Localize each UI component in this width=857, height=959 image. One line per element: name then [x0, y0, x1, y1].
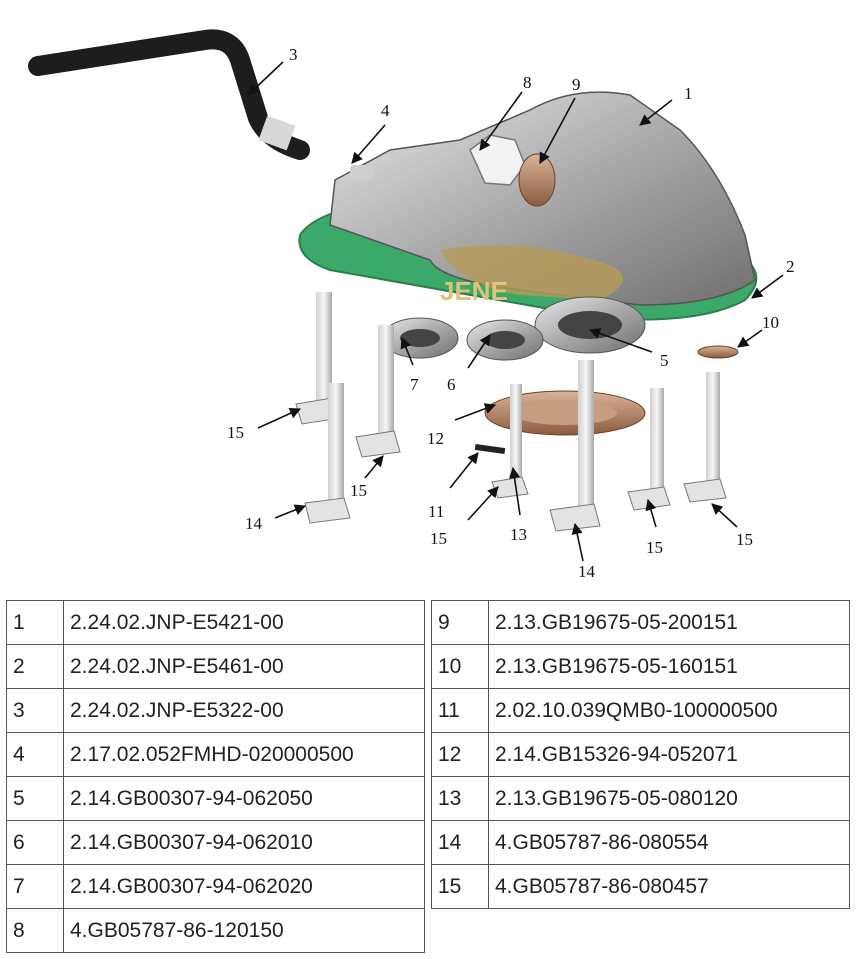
part-number-cell: 3 [7, 689, 64, 733]
part-number-cell: 1 [7, 601, 64, 645]
parts-row [7, 601, 425, 645]
parts-row [432, 733, 850, 777]
callout-5: 5 [660, 351, 669, 370]
callout-15-d: 15 [646, 538, 663, 557]
parts-row [432, 865, 850, 909]
part-number-cell: 7 [7, 865, 64, 909]
part-code-cell: 2.17.02.052FMHD-020000500 [64, 733, 425, 777]
parts-row [7, 645, 425, 689]
part-number-cell: 15 [432, 865, 489, 909]
callout-15-e: 15 [736, 530, 753, 549]
parts-row [7, 733, 425, 777]
part-number-cell: 10 [432, 645, 489, 689]
part-code-cell: 2.24.02.JNP-E5322-00 [64, 689, 425, 733]
part-code-cell: 2.14.GB15326-94-052071 [489, 733, 850, 777]
callout-1: 1 [684, 84, 693, 103]
callout-8: 8 [523, 73, 532, 92]
part-code-cell: 4.GB05787-86-120150 [64, 909, 425, 953]
part-number-cell: 5 [7, 777, 64, 821]
part-code-cell: 2.13.GB19675-05-080120 [489, 777, 850, 821]
part-code-cell: 2.14.GB00307-94-062050 [64, 777, 425, 821]
parts-row [7, 865, 425, 909]
callout-11: 11 [428, 502, 445, 521]
part-number-cell: 14 [432, 821, 489, 865]
part-code-cell: 2.14.GB00307-94-062010 [64, 821, 425, 865]
parts-row [7, 777, 425, 821]
parts-row [432, 777, 850, 821]
callout-6: 6 [447, 375, 456, 394]
part-code-cell: 4.GB05787-86-080457 [489, 865, 850, 909]
bearings [382, 297, 645, 360]
part-number-cell: 11 [432, 689, 489, 733]
callout-14-left: 14 [245, 514, 262, 533]
part-code-cell: 2.02.10.039QMB0-100000500 [489, 689, 850, 733]
callout-9: 9 [572, 75, 581, 94]
parts-row [432, 821, 850, 865]
parts-row [432, 645, 850, 689]
callout-12: 12 [427, 429, 444, 448]
logo-text: JENE [440, 276, 508, 306]
callout-14-bottom: 14 [578, 562, 595, 581]
part-number-cell: 12 [432, 733, 489, 777]
parts-row [7, 821, 425, 865]
callout-2: 2 [786, 257, 795, 276]
part-code-cell: 2.24.02.JNP-E5421-00 [64, 601, 425, 645]
part-code-cell: 2.13.GB19675-05-160151 [489, 645, 850, 689]
callout-15-a: 15 [227, 423, 244, 442]
callout-10: 10 [762, 313, 779, 332]
parts-table-right [431, 600, 850, 909]
callout-7: 7 [410, 375, 419, 394]
part-code-cell: 2.14.GB00307-94-062020 [64, 865, 425, 909]
parts-row [7, 689, 425, 733]
callout-15-b: 15 [350, 481, 367, 500]
stud-part [350, 165, 374, 179]
callout-4: 4 [381, 101, 390, 120]
pin-part [475, 444, 506, 454]
parts-table-left [6, 600, 425, 953]
part-number-cell: 2 [7, 645, 64, 689]
callout-3: 3 [289, 45, 298, 64]
parts-row [432, 689, 850, 733]
parts-row [7, 909, 425, 953]
callout-15-c: 15 [430, 529, 447, 548]
copper-washers [485, 346, 738, 435]
part-number-cell: 13 [432, 777, 489, 821]
part-number-cell: 4 [7, 733, 64, 777]
part-number-cell: 9 [432, 601, 489, 645]
part-number-cell: 6 [7, 821, 64, 865]
callout-13: 13 [510, 525, 527, 544]
part-number-cell: 8 [7, 909, 64, 953]
part-code-cell: 2.24.02.JNP-E5461-00 [64, 645, 425, 689]
parts-row [432, 601, 850, 645]
hose-part [38, 39, 300, 150]
part-code-cell: 2.13.GB19675-05-200151 [489, 601, 850, 645]
part-code-cell: 4.GB05787-86-080554 [489, 821, 850, 865]
